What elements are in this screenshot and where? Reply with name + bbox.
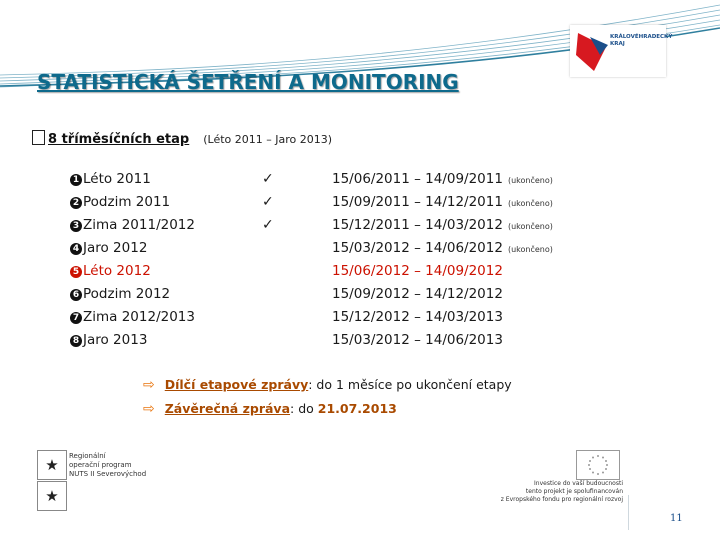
- stage-name: [70, 306, 195, 328]
- rop-logo: [37, 450, 157, 512]
- stage-number-icon: 5: [70, 266, 82, 278]
- stage-status-note: (ukončeno): [507, 245, 553, 254]
- intro-range: (Léto 2011 – Jaro 2013): [203, 133, 333, 146]
- stage-status-note: (ukončeno): [507, 176, 553, 185]
- report-text: : do: [290, 401, 318, 416]
- footer-divider: [628, 495, 629, 530]
- stage-date-range: 15/06/2012 – 14/09/2012: [332, 263, 503, 279]
- report-text: : do 1 měsíce po ukončení etapy: [308, 377, 512, 392]
- stage-dates: [332, 283, 508, 305]
- stage-date-range: 15/12/2012 – 14/03/2013: [332, 309, 503, 325]
- stage-dates: [332, 237, 553, 259]
- stage-name: [70, 191, 170, 213]
- page-number: 11: [670, 513, 683, 524]
- page-title: STATISTICKÁ ŠETŘENÍ A MONITORING: [37, 70, 459, 94]
- check-icon: ✓: [262, 217, 274, 233]
- check-icon: ✓: [262, 194, 274, 210]
- stage-date-range: 15/09/2012 – 14/12/2012: [332, 286, 503, 302]
- eu-text: Investice do vaší budoucnosti tento projekt je spolufinancován z Evropského fondu pro regionální rozvoj: [500, 480, 623, 503]
- stage-dates: [332, 214, 553, 236]
- report-date: 21.07.2013: [317, 401, 397, 416]
- star-icon: ★: [37, 450, 67, 480]
- stage-label: Podzim 2012: [83, 286, 171, 302]
- stage-name: [70, 283, 170, 305]
- stage-name: [70, 260, 151, 282]
- report-line-final: [143, 401, 397, 417]
- stage-status-note: (ukončeno): [507, 199, 553, 208]
- intro-heading: 8 tříměsíčních etap: [48, 132, 190, 147]
- stage-name: [70, 168, 151, 190]
- stage-dates: [332, 329, 508, 351]
- stage-label: Jaro 2013: [83, 332, 148, 348]
- stage-date-range: 15/03/2012 – 14/06/2013: [332, 332, 503, 348]
- bullet-square-icon: [32, 130, 45, 145]
- stage-dates: [332, 168, 553, 190]
- stage-number-icon: 2: [70, 197, 82, 209]
- stage-date-range: 15/09/2011 – 14/12/2011: [332, 194, 503, 210]
- eu-logo: [488, 450, 623, 512]
- stage-name: [70, 329, 147, 351]
- eu-flag-icon: [576, 450, 620, 480]
- report-label: Dílčí etapové zprávy: [164, 377, 309, 392]
- stage-label: Zima 2012/2013: [83, 309, 195, 325]
- report-label: Závěrečná zpráva: [164, 401, 291, 416]
- stage-name: [70, 237, 147, 259]
- logo-text: KRÁLOVÉHRADECKÝ KRAJ: [610, 34, 673, 47]
- check-icon: ✓: [262, 171, 274, 187]
- arrow-right-icon: ⇨: [143, 401, 155, 417]
- report-line-partial: [143, 377, 512, 393]
- kraj-logo: [570, 25, 673, 77]
- stage-dates: [332, 191, 553, 213]
- intro-line: [32, 130, 332, 147]
- stage-label: Léto 2011: [83, 171, 151, 187]
- stage-number-icon: 8: [70, 335, 82, 347]
- stage-name: [70, 214, 195, 236]
- stage-label: Zima 2011/2012: [83, 217, 195, 233]
- stage-number-icon: 6: [70, 289, 82, 301]
- stage-number-icon: 1: [70, 174, 82, 186]
- stage-number-icon: 7: [70, 312, 82, 324]
- stage-date-range: 15/03/2012 – 14/06/2012: [332, 240, 503, 256]
- stage-label: Podzim 2011: [83, 194, 171, 210]
- stage-status-note: (ukončeno): [507, 222, 553, 231]
- stage-dates: [332, 260, 508, 282]
- stage-number-icon: 4: [70, 243, 82, 255]
- stage-dates: [332, 306, 508, 328]
- stage-number-icon: 3: [70, 220, 82, 232]
- stage-date-range: 15/06/2011 – 14/09/2011: [332, 171, 503, 187]
- kraj-logo-icon: [570, 25, 673, 77]
- arrow-right-icon: ⇨: [143, 377, 155, 393]
- star-icon: ★: [37, 481, 67, 511]
- stage-label: Léto 2012: [83, 263, 151, 279]
- stage-label: Jaro 2012: [83, 240, 148, 256]
- rop-text: Regionální operační program NUTS II Severovýchod: [69, 452, 147, 478]
- stage-date-range: 15/12/2011 – 14/03/2012: [332, 217, 503, 233]
